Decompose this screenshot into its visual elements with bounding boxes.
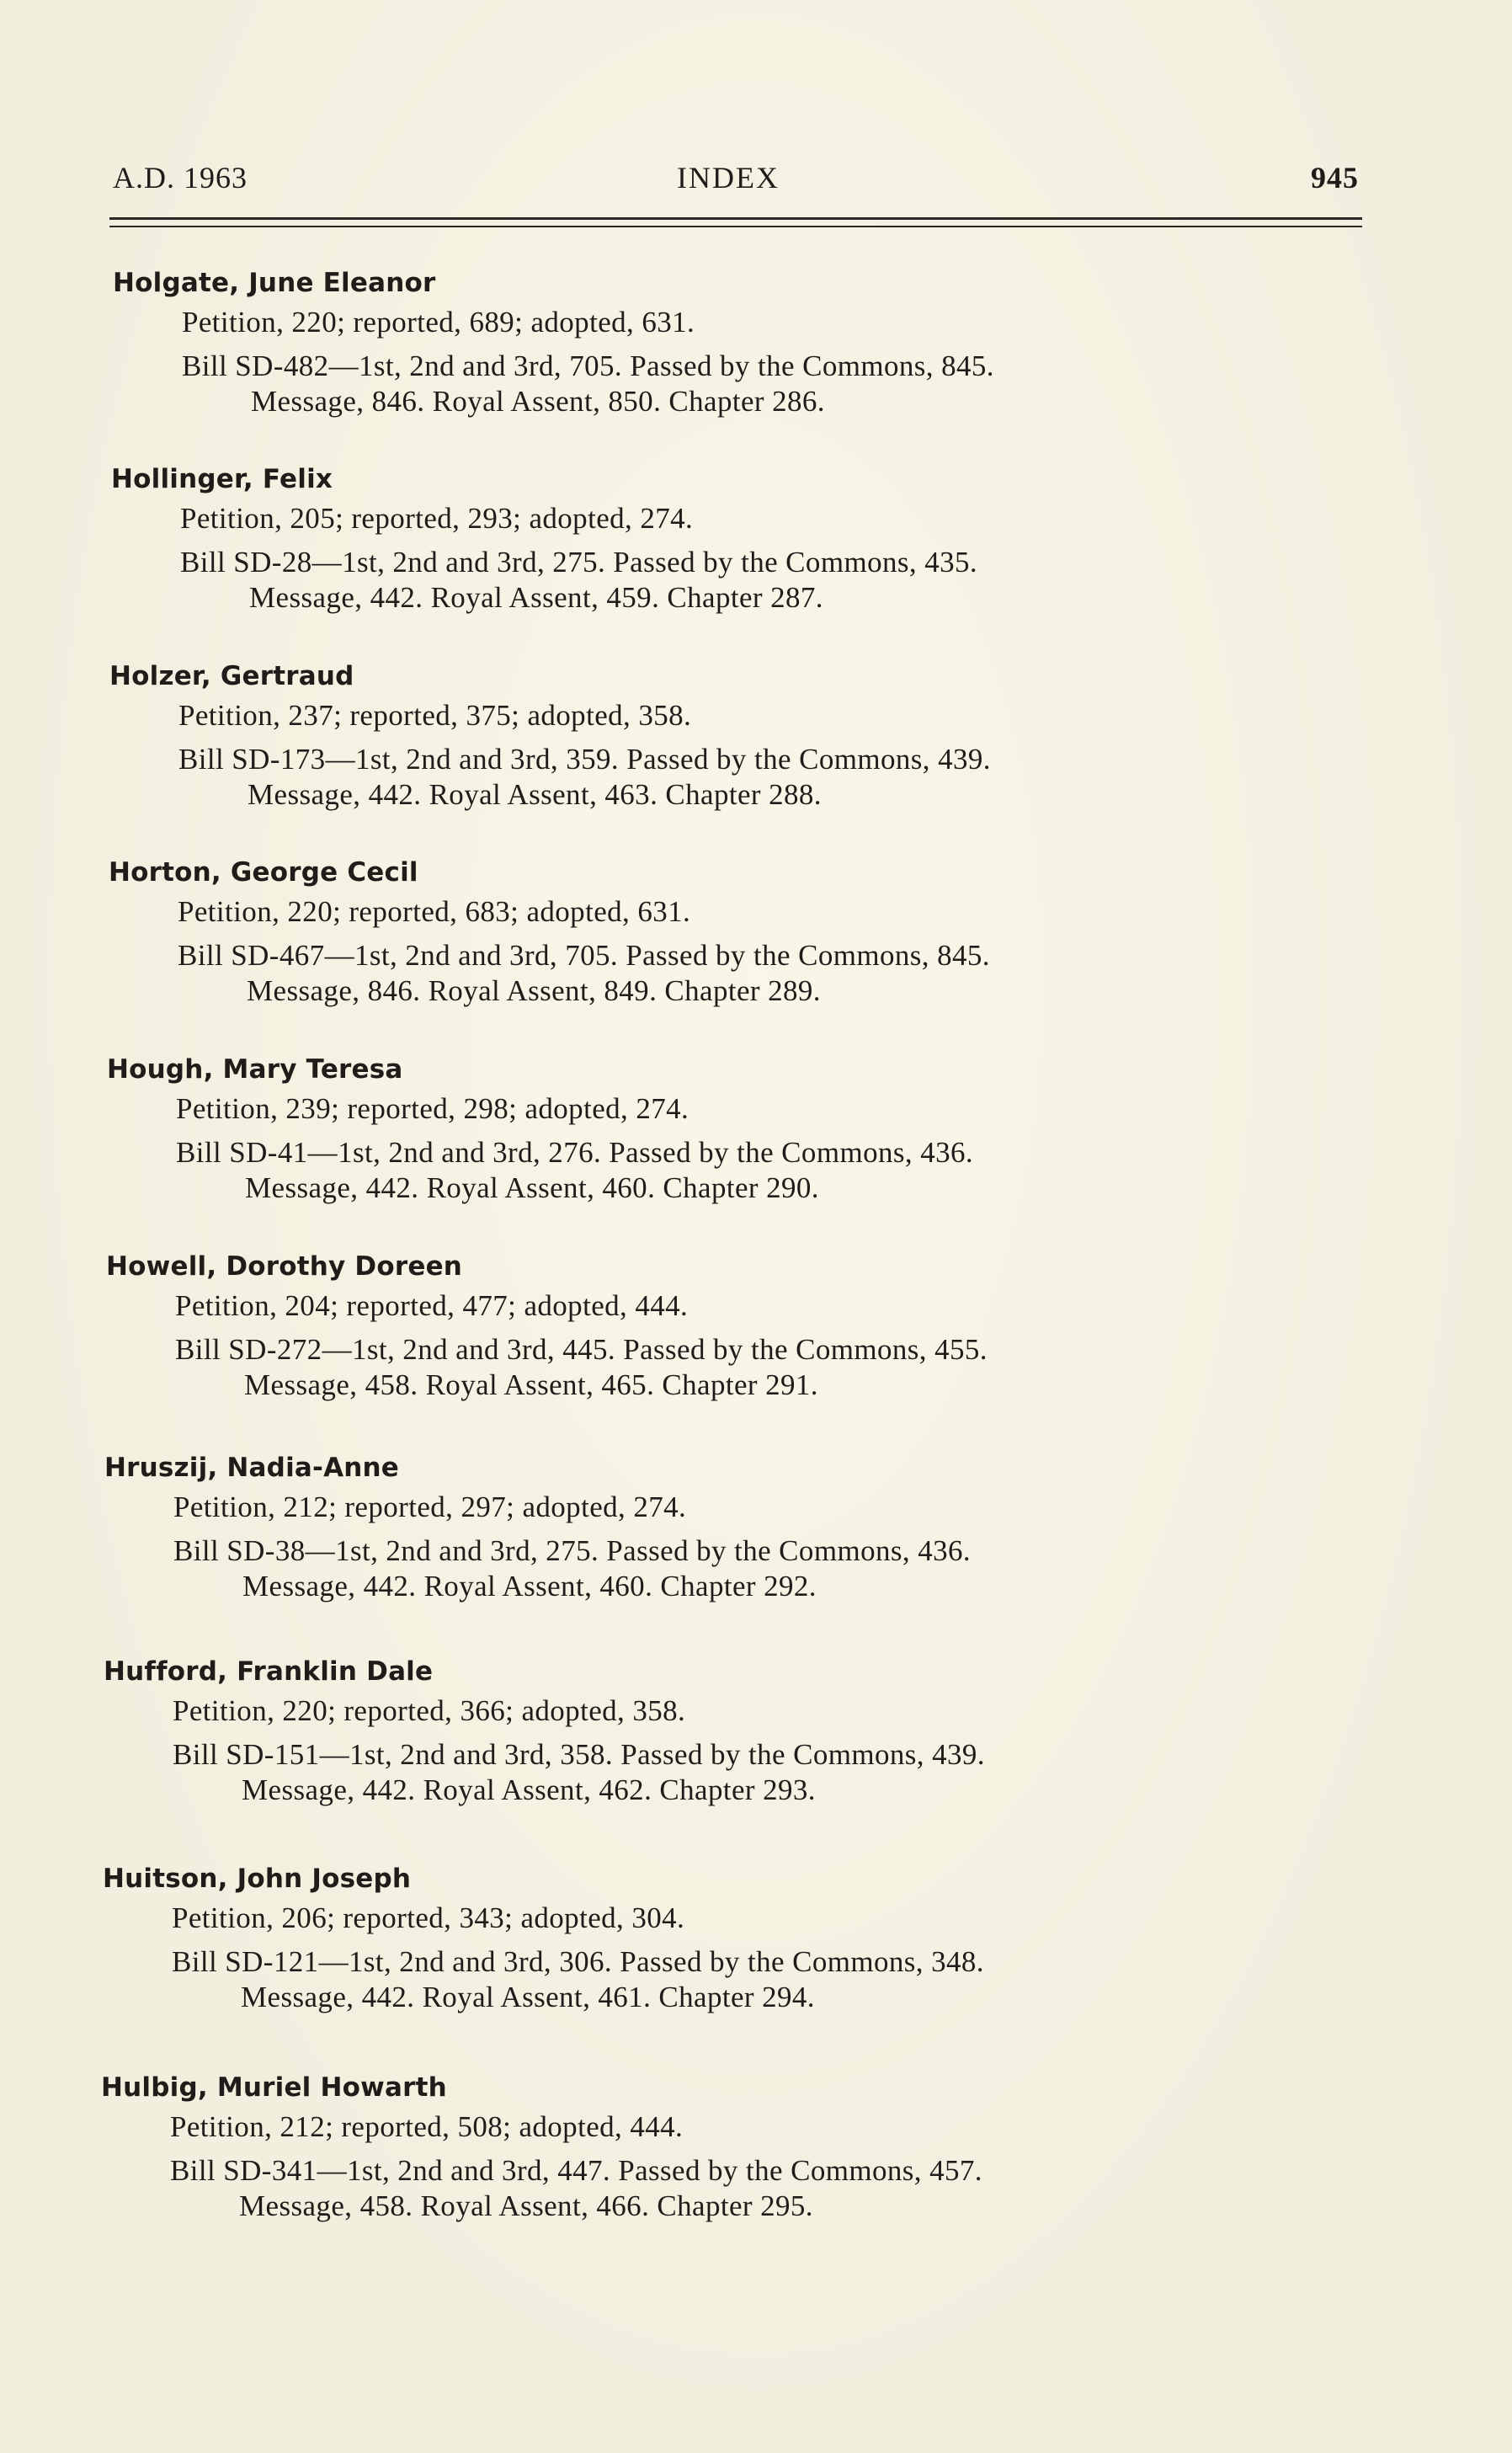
entry-petition: Petition, 212; reported, 297; adopted, 274. — [173, 1490, 687, 1523]
entry-bill: Bill SD-28—1st, 2nd and 3rd, 275. Passed by the Commons, 435. — [180, 546, 978, 579]
entry-bill: Bill SD-121—1st, 2nd and 3rd, 306. Passed by the Commons, 348. — [172, 1945, 984, 1978]
entry-petition: Petition, 204; reported, 477; adopted, 444. — [175, 1289, 689, 1322]
entry-name: Hruszij, Nadia-Anne — [104, 1453, 400, 1483]
entry-name: Holgate, June Eleanor — [113, 268, 436, 298]
index-entry — [113, 266, 1376, 419]
entry-bill: Bill SD-151—1st, 2nd and 3rd, 358. Passed by the Commons, 439. — [173, 1738, 985, 1771]
entry-petition: Petition, 206; reported, 343; adopted, 304. — [172, 1901, 685, 1934]
entry-name: Horton, George Cecil — [109, 857, 418, 888]
entry-message: Message, 442. Royal Assent, 460. Chapter 290. — [245, 1171, 819, 1204]
index-entry — [111, 462, 1374, 616]
index-entry — [103, 1862, 1366, 2015]
header-year: A.D. 1963 — [113, 161, 248, 195]
index-entry — [104, 1655, 1366, 1808]
entry-petition: Petition, 239; reported, 298; adopted, 274. — [176, 1092, 689, 1125]
entry-petition: Petition, 220; reported, 366; adopted, 358. — [173, 1694, 686, 1727]
entry-petition: Petition, 220; reported, 683; adopted, 631. — [178, 895, 691, 928]
entry-name: Huitson, John Joseph — [103, 1864, 412, 1894]
index-entry — [107, 1053, 1370, 1206]
entry-bill: Bill SD-38—1st, 2nd and 3rd, 275. Passed by the Commons, 436. — [173, 1534, 972, 1567]
entry-petition: Petition, 205; reported, 293; adopted, 274. — [180, 502, 694, 535]
entry-bill: Bill SD-341—1st, 2nd and 3rd, 447. Passed by the Commons, 457. — [170, 2154, 982, 2187]
entry-name: Hollinger, Felix — [111, 464, 333, 494]
entry-bill: Bill SD-467—1st, 2nd and 3rd, 705. Passed by the Commons, 845. — [178, 939, 990, 972]
index-entry — [104, 1451, 1367, 1604]
page-number: 945 — [1311, 161, 1359, 195]
entry-bill: Bill SD-482—1st, 2nd and 3rd, 705. Passed by the Commons, 845. — [182, 349, 994, 382]
entry-message: Message, 846. Royal Assent, 850. Chapter 286. — [251, 385, 825, 418]
entry-bill: Bill SD-173—1st, 2nd and 3rd, 359. Passed by the Commons, 439. — [178, 743, 991, 776]
entry-name: Hough, Mary Teresa — [107, 1054, 403, 1085]
index-entry — [109, 659, 1372, 813]
running-head — [113, 160, 1359, 202]
entry-message: Message, 458. Royal Assent, 465. Chapter 291. — [244, 1368, 818, 1401]
entry-name: Holzer, Gertraud — [109, 661, 354, 691]
entry-petition: Petition, 220; reported, 689; adopted, 631. — [182, 306, 695, 339]
entry-name: Hufford, Franklin Dale — [104, 1656, 434, 1687]
entry-bill: Bill SD-272—1st, 2nd and 3rd, 445. Passed by the Commons, 455. — [175, 1333, 988, 1366]
entry-message: Message, 442. Royal Assent, 463. Chapter 288. — [248, 778, 822, 811]
entry-message: Message, 846. Royal Assent, 849. Chapter 289. — [247, 974, 821, 1007]
entry-message: Message, 442. Royal Assent, 459. Chapter 287. — [249, 581, 823, 614]
index-entry — [101, 2071, 1364, 2224]
entry-petition: Petition, 212; reported, 508; adopted, 444. — [170, 2110, 684, 2143]
entry-name: Hulbig, Muriel Howarth — [101, 2072, 447, 2103]
entry-message: Message, 442. Royal Assent, 461. Chapter 294. — [241, 1981, 815, 2013]
header-title: INDEX — [677, 161, 780, 195]
entry-petition: Petition, 237; reported, 375; adopted, 358. — [178, 699, 692, 732]
entry-message: Message, 442. Royal Assent, 462. Chapter 293. — [242, 1773, 816, 1806]
entry-message: Message, 458. Royal Assent, 466. Chapter 295. — [239, 2189, 813, 2222]
index-entry — [109, 856, 1371, 1009]
entry-name: Howell, Dorothy Doreen — [106, 1251, 463, 1282]
entry-message: Message, 442. Royal Assent, 460. Chapter 292. — [242, 1570, 817, 1602]
index-entry — [106, 1250, 1369, 1403]
header-rule-top — [109, 217, 1362, 220]
header-rule-bottom — [109, 226, 1362, 227]
entry-bill: Bill SD-41—1st, 2nd and 3rd, 276. Passed by the Commons, 436. — [176, 1136, 974, 1169]
